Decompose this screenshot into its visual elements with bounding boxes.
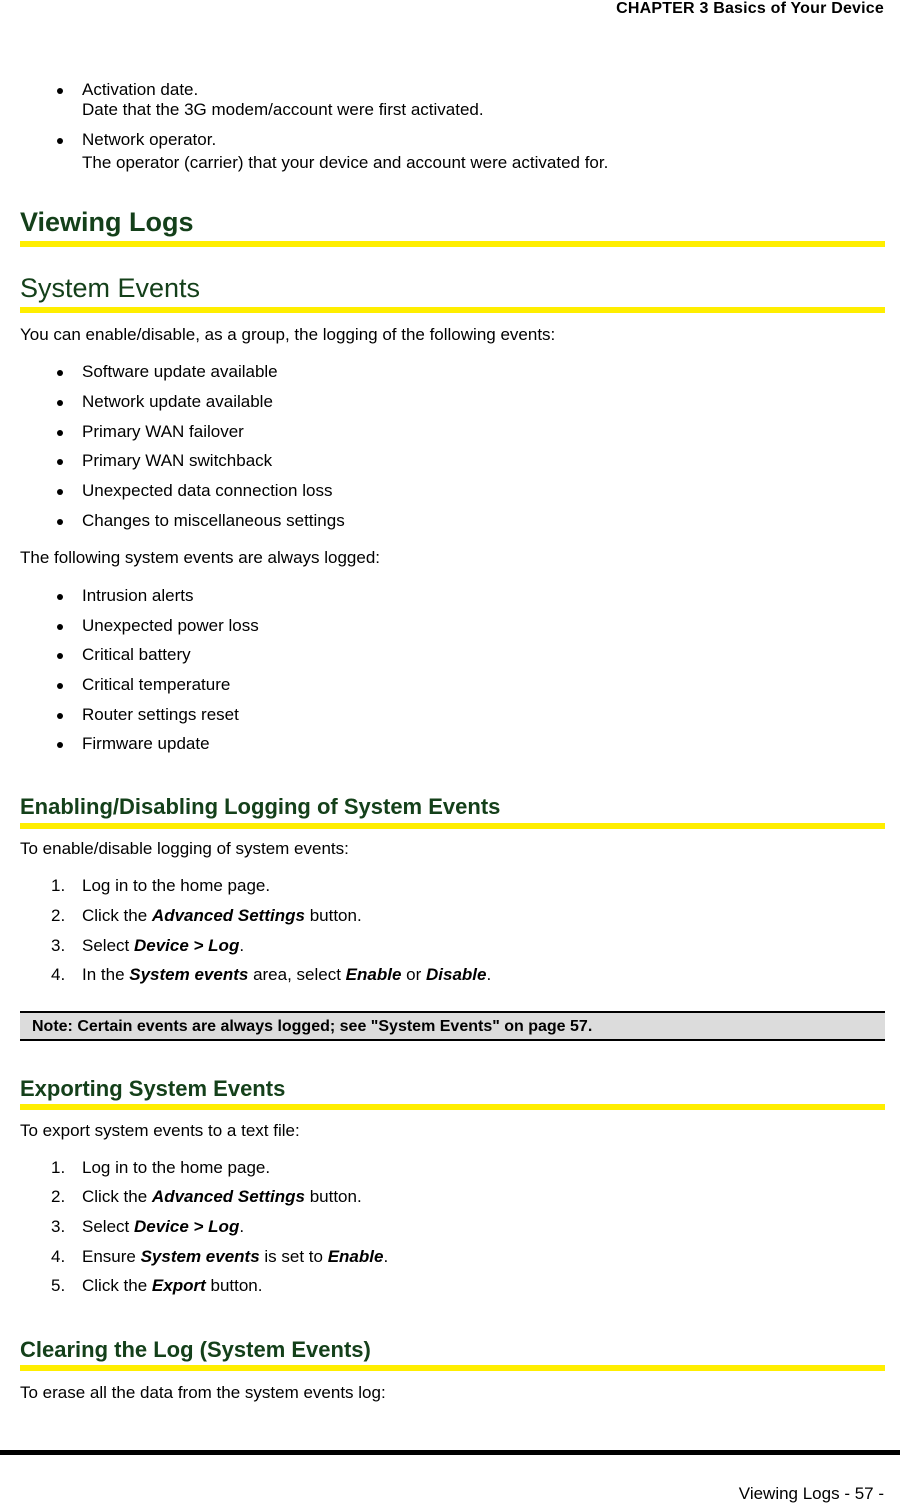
step-text: Select Device > Log. — [82, 936, 245, 955]
paragraph: The following system events are always logged: — [20, 548, 381, 567]
list-item: Software update available — [82, 362, 278, 381]
bullet-icon — [57, 713, 63, 719]
bullet-icon — [57, 653, 63, 659]
step-number: 4. — [51, 1247, 66, 1266]
step-number: 1. — [51, 876, 66, 895]
bullet-icon — [57, 624, 63, 630]
step-text: Select Device > Log. — [82, 1217, 245, 1236]
step-text: Log in to the home page. — [82, 1158, 271, 1177]
bullet-icon — [57, 594, 63, 600]
bullet-icon — [57, 138, 63, 144]
list-item: Intrusion alerts — [82, 586, 194, 605]
section-heading-viewing-logs: Viewing Logs — [20, 207, 194, 237]
section-heading-clearing: Clearing the Log (System Events) — [20, 1337, 371, 1362]
page-footer: Viewing Logs - 57 - — [738, 1484, 884, 1503]
bullet-icon — [57, 370, 63, 376]
bullet-icon — [57, 88, 63, 94]
list-item: Primary WAN failover — [82, 422, 244, 441]
paragraph: To enable/disable logging of system events: — [20, 839, 349, 858]
list-item: Router settings reset — [82, 705, 239, 724]
list-item: Primary WAN switchback — [82, 451, 273, 470]
bullet-icon — [57, 742, 63, 748]
section-heading-exporting: Exporting System Events — [20, 1076, 286, 1101]
step-number: 2. — [51, 906, 66, 925]
list-item: Critical battery — [82, 645, 191, 664]
step-text: Click the Advanced Settings button. — [82, 1187, 362, 1206]
section-heading-enabling: Enabling/Disabling Logging of System Events — [20, 794, 501, 819]
step-text: Click the Export button. — [82, 1276, 263, 1295]
bullet-title: Network operator. — [82, 130, 217, 149]
step-number: 1. — [51, 1158, 66, 1177]
chapter-header: CHAPTER 3 Basics of Your Device — [616, 0, 884, 17]
heading-rule — [20, 823, 885, 829]
bullet-title: Activation date. — [82, 80, 199, 99]
list-item: Critical temperature — [82, 675, 231, 694]
heading-rule — [20, 1365, 885, 1371]
heading-rule — [20, 241, 885, 247]
bullet-icon — [57, 430, 63, 436]
step-text: Click the Advanced Settings button. — [82, 906, 362, 925]
step-number: 3. — [51, 936, 66, 955]
bullet-desc: The operator (carrier) that your device and account were activated for. — [82, 153, 609, 172]
step-text: Log in to the home page. — [82, 876, 271, 895]
footer-rule — [0, 1450, 900, 1455]
list-item: Unexpected data connection loss — [82, 481, 333, 500]
heading-rule — [20, 1104, 885, 1110]
paragraph: To export system events to a text file: — [20, 1121, 300, 1140]
paragraph: You can enable/disable, as a group, the logging of the following events: — [20, 325, 556, 344]
section-heading-system-events: System Events — [20, 273, 201, 303]
bullet-icon — [57, 519, 63, 525]
paragraph: To erase all the data from the system events log: — [20, 1383, 386, 1402]
heading-rule — [20, 307, 885, 313]
bullet-desc: Date that the 3G modem/account were first activated. — [82, 100, 484, 119]
list-item: Unexpected power loss — [82, 616, 259, 635]
step-text: Ensure System events is set to Enable. — [82, 1247, 389, 1266]
step-number: 4. — [51, 965, 66, 984]
note-text: Note: Certain events are always logged; see "System Events" on page 57. — [32, 1018, 593, 1035]
step-text: In the System events area, select Enable or Disable. — [82, 965, 492, 984]
bullet-icon — [57, 400, 63, 406]
list-item: Firmware update — [82, 734, 210, 753]
note-box — [20, 1011, 885, 1041]
list-item: Changes to miscellaneous settings — [82, 511, 345, 530]
step-number: 3. — [51, 1217, 66, 1236]
step-number: 2. — [51, 1187, 66, 1206]
bullet-icon — [57, 489, 63, 495]
bullet-icon — [57, 459, 63, 465]
list-item: Network update available — [82, 392, 273, 411]
bullet-icon — [57, 683, 63, 689]
step-number: 5. — [51, 1276, 66, 1295]
